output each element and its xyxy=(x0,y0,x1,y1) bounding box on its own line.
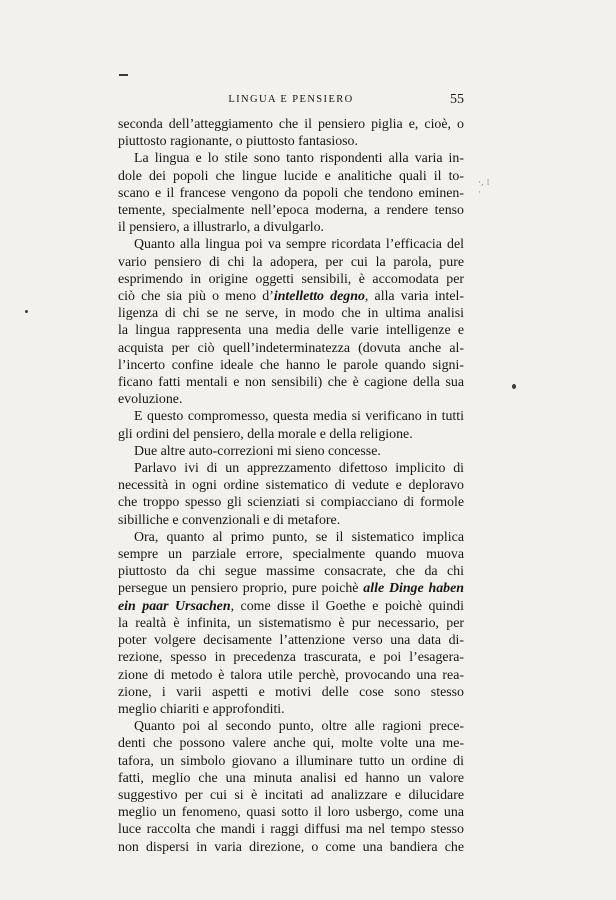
page-header xyxy=(118,92,464,112)
text-line: poter volgere decisamente l’attenzione verso una data di- xyxy=(118,633,464,649)
text-line: la realtà è infinita, un sistematismo è pur necessario, per xyxy=(118,615,464,631)
italic-phrase: alle Dinge haben xyxy=(363,581,464,597)
text-line: luce raccolta che mandi i raggi diffusi ma nel tempo stesso xyxy=(118,822,464,838)
text-fragment: ciò che sia più o meno d’ xyxy=(118,289,274,305)
text-line: Due altre auto-correzioni mi sieno concesse. xyxy=(134,443,381,459)
text-line: dole dei popoli che lingue lucide e analitiche quali il to- xyxy=(118,168,464,184)
text-line: Ora, quanto al primo punto, se il sistematico implica xyxy=(134,529,464,545)
text-line: piuttosto da chi segue massime consacrate, che da chi xyxy=(118,564,464,580)
text-line: Quanto poi al secondo punto, oltre alle ragioni prece- xyxy=(134,719,464,735)
text-line: la lingua rappresenta una media delle varie intelligenze e xyxy=(118,323,464,339)
text-line: zione di metodo è talora utile perchè, provocando una rea- xyxy=(118,667,464,683)
italic-phrase: intelletto degno xyxy=(273,289,365,305)
text-line: fatti, meglio che una minuta analisi ed hanno un valore xyxy=(118,770,464,786)
body-text xyxy=(118,116,464,856)
margin-dash-mark xyxy=(119,74,128,76)
text-line xyxy=(118,288,464,305)
text-line: piuttosto ragionante, o piuttosto fantasioso. xyxy=(118,134,358,150)
text-line: ficano fatti mentali e non sensibili) che è cagione della sua xyxy=(118,375,464,391)
text-line: il pensiero, a illustrarlo, a divulgarlo. xyxy=(118,220,324,236)
text-line: rezione, spesso in precedenza trascurata, e poi l’esagera- xyxy=(118,650,464,666)
text-line: vario pensiero di chi la adopera, per cui la parola, pure xyxy=(118,254,464,270)
text-line: non dispersi in varia direzione, o come una bandiera che xyxy=(118,839,464,855)
text-line xyxy=(118,598,464,615)
text-fragment: persegue un pensiero proprio, pure poichè xyxy=(118,581,364,597)
text-line: tafora, un simbolo giovano a illuminare tutto un ordine di xyxy=(118,753,464,769)
text-line: sempre un parziale errore, specialmente quando muova xyxy=(118,547,464,563)
text-line: acquista per ciò quell’indeterminatezza (dovuta anche al- xyxy=(118,340,464,356)
text-line: ligenza di chi se ne serve, in modo che in ultima analisi xyxy=(118,306,464,322)
text-line: seconda dell’atteggiamento che il pensiero piglia e, cioè, o xyxy=(118,117,464,132)
text-line: che troppo spesso gli scienziati si compiacciano di formole xyxy=(118,495,464,511)
text-line: zione, i varii aspetti e motivi delle cose sono stesso xyxy=(118,684,464,700)
text-line: Quanto alla lingua poi va sempre ricordata l’efficacia del xyxy=(134,237,464,253)
text-line: temente, specialmente nell’epoca moderna, a rendere tenso xyxy=(118,203,464,219)
text-line xyxy=(118,580,464,597)
page-number: 55 xyxy=(450,92,464,107)
text-line: meglio un fenomeno, quasi sotto il loro usbergo, come una xyxy=(118,805,464,821)
text-line: necessità in ogni ordine sistematico di vedute e deploravo xyxy=(118,478,464,494)
text-line: La lingua e lo stile sono tanto rispondenti alla varia in- xyxy=(134,151,464,167)
text-line: meglio chiariti e approfonditi. xyxy=(118,701,285,717)
text-fragment: , alla varia intel- xyxy=(364,289,465,305)
margin-dot-mark xyxy=(512,384,516,389)
text-line: evoluzione. xyxy=(118,392,183,408)
text-line: suggestivo per cui si è incitati ad analizzare e dilucidare xyxy=(118,787,464,803)
italic-phrase: ein paar Ursachen xyxy=(118,598,231,614)
margin-speck-mark xyxy=(25,310,28,313)
text-line: Parlavo ivi di un apprezzamento difettoso implicito di xyxy=(134,461,464,477)
text-line: sibilliche e convenzionali e di metafore. xyxy=(118,512,341,528)
text-line: denti che possono valere anche qui, molte volte una me- xyxy=(118,736,464,752)
text-line: esprimendo in origine oggetti sensibili, è accomodata per xyxy=(118,271,464,287)
text-line: gli ordini del pensiero, della morale e della religione. xyxy=(118,426,413,442)
text-line: scano e il francese vengono da popoli che tendono eminen- xyxy=(118,185,464,201)
margin-faint-note: ·, ⁞ · xyxy=(478,178,490,198)
text-line: E questo compromesso, questa media si verificano in tutti xyxy=(134,409,464,425)
text-line: l’incerto confine ideale che hanno le parole quando signi- xyxy=(118,357,464,373)
running-head: LINGUA E PENSIERO xyxy=(228,94,354,105)
text-fragment: , come disse il Goethe e poichè quindi xyxy=(230,598,464,614)
